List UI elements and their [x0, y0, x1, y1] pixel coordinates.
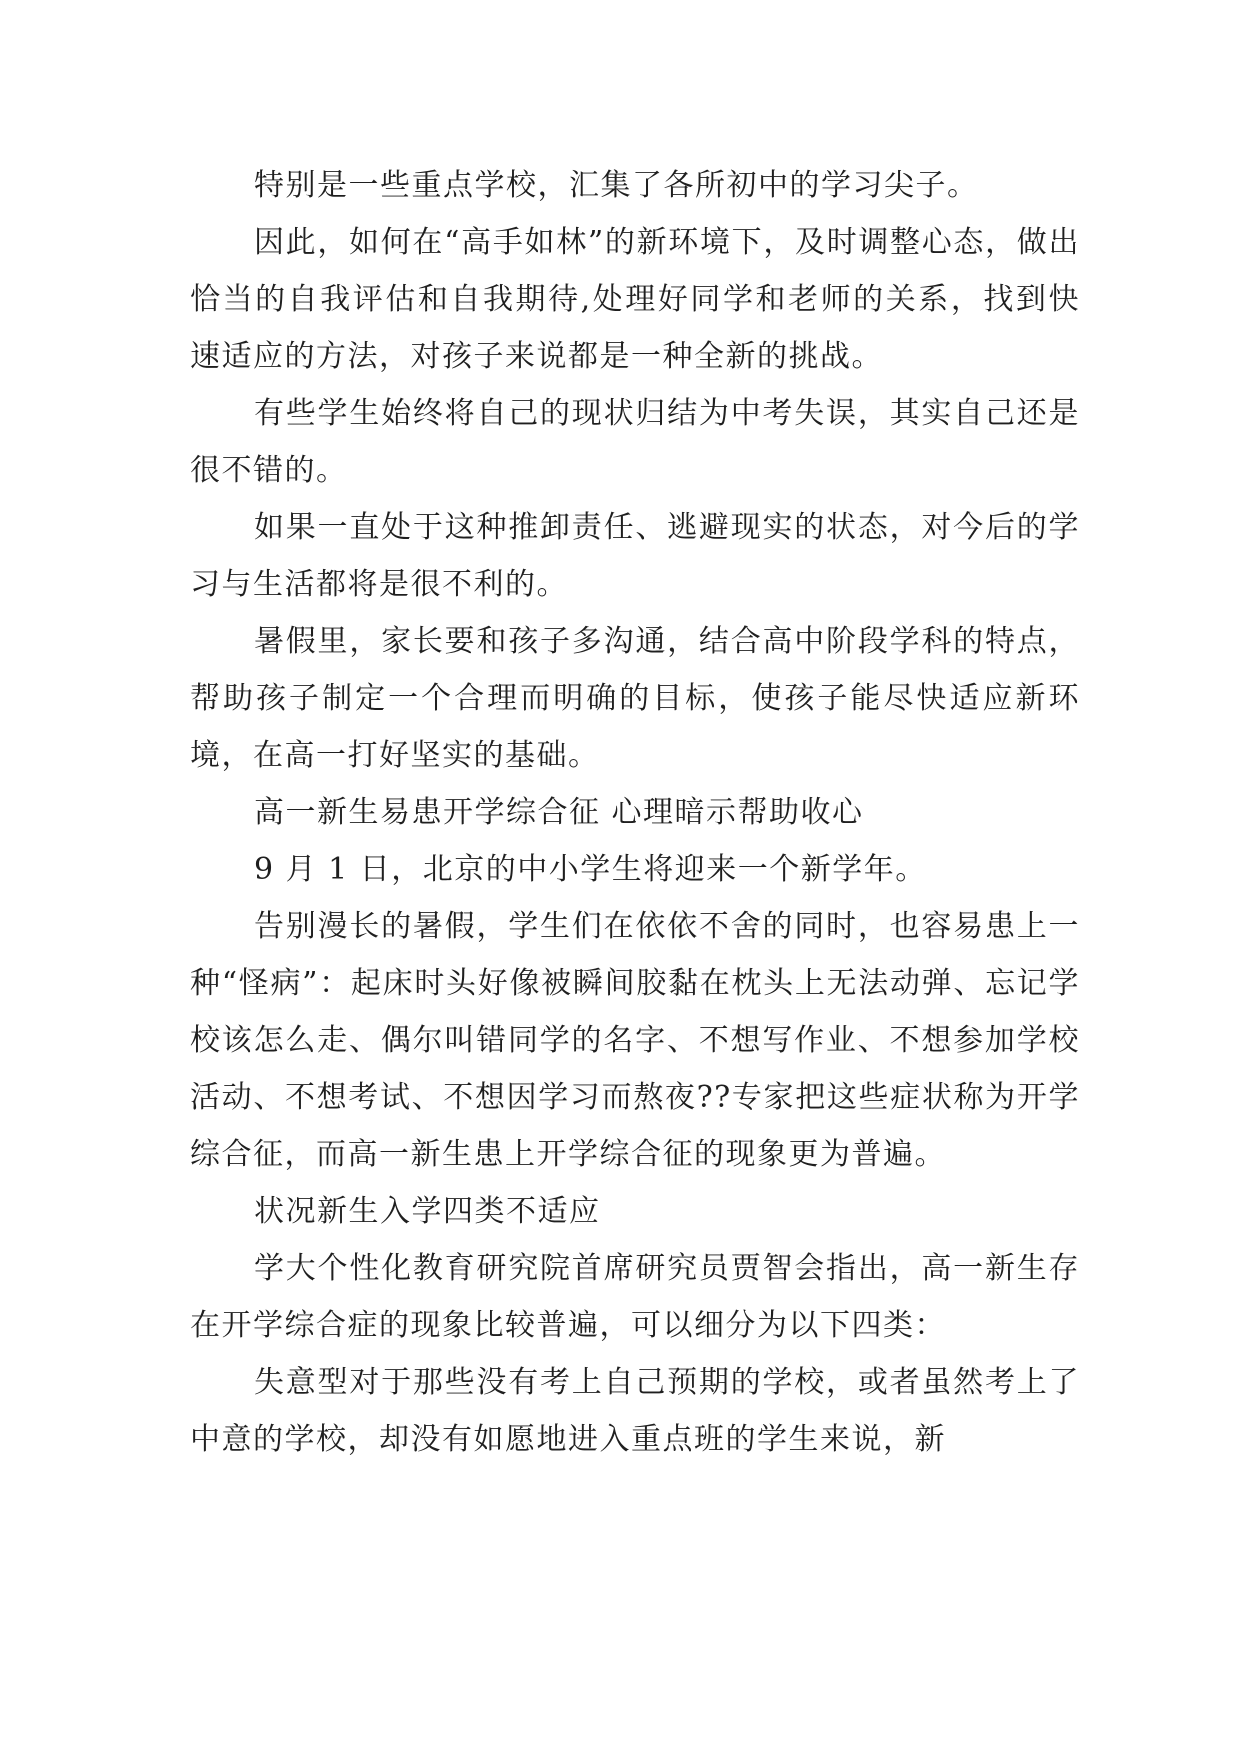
section-heading-four-types: 状况新生入学四类不适应 — [254, 1194, 601, 1229]
paragraph-summer-advice: 暑假里，家长要和孩子多沟通，结合高中阶段学科的特点，帮助孩子制定一个合理而明确的目标，使孩子能尽快适应新环境，在高一打好坚实的基础。 — [190, 624, 1080, 773]
document-body — [190, 157, 1080, 1468]
section-heading-syndrome: 高一新生易患开学综合征 心理暗示帮助收心 — [254, 795, 864, 830]
paragraph-key-schools: 特别是一些重点学校，汇集了各所初中的学习尖子。 — [254, 168, 979, 203]
paragraph-new-semester: 9 月 1 日，北京的中小学生将迎来一个新学年。 — [254, 852, 927, 887]
paragraph-symptoms: 告别漫长的暑假，学生们在依依不舍的同时，也容易患上一种“怪病”：起床时头好像被瞬间胶黏在枕头上无法动弹、忘记学校该怎么走、偶尔叫错同学的名字、不想写作业、不想参加学校活动、不想考试、不想因学习而熬夜??专家把这些症状称为开学综合征，而高一新生患上开学综合征的现象更为普遍。 — [190, 909, 1080, 1172]
paragraph-exam-excuse: 有些学生始终将自己的现状归结为中考失误，其实自己还是很不错的。 — [190, 396, 1080, 488]
paragraph-new-challenge: 因此，如何在“高手如林”的新环境下，及时调整心态，做出恰当的自我评估和自我期待,处理好同学和老师的关系，找到快速适应的方法，对孩子来说都是一种全新的挑战。 — [190, 225, 1080, 374]
paragraph-avoid-reality: 如果一直处于这种推卸责任、逃避现实的状态，对今后的学习与生活都将是很不利的。 — [190, 510, 1080, 602]
paragraph-disappointed-type: 失意型对于那些没有考上自己预期的学校，或者虽然考上了中意的学校，却没有如愿地进入重点班的学生来说，新 — [190, 1365, 1080, 1457]
paragraph-expert-quote: 学大个性化教育研究院首席研究员贾智会指出，高一新生存在开学综合症的现象比较普遍，可以细分为以下四类： — [190, 1251, 1080, 1343]
